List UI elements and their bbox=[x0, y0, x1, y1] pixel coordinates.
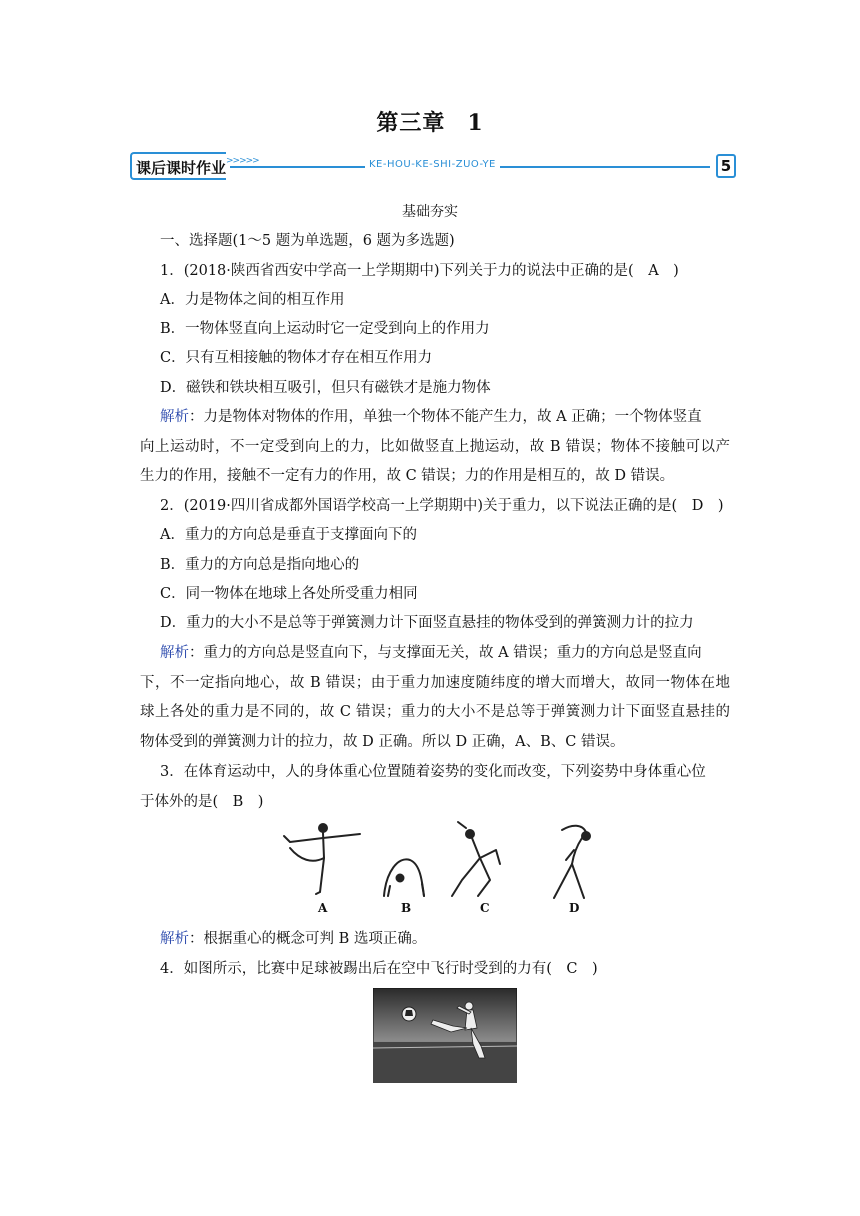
q1-analysis-line-3: 生力的作用，接触不一定有力的作用，故 C 错误；力的作用是相互的，故 D 错误。 bbox=[140, 468, 675, 484]
q2-option-a: A．重力的方向总是垂直于支撑面向下的 bbox=[160, 527, 417, 543]
q2-option-b: B．重力的方向总是指向地心的 bbox=[160, 557, 360, 573]
analysis-label: 解析 bbox=[160, 409, 189, 425]
q1-option-d: D．磁铁和铁块相互吸引，但只有磁铁才是施力物体 bbox=[160, 380, 491, 396]
figure-label-a: A bbox=[318, 901, 328, 915]
posture-figure bbox=[282, 820, 602, 920]
posture-d bbox=[554, 826, 590, 898]
q4-stem: 4．如图所示，比赛中足球被踢出后在空中飞行时受到的力有( C ) bbox=[160, 961, 598, 977]
part-title: 一、选择题(1～5 题为单选题，6 题为多选题) bbox=[160, 233, 455, 249]
q3-analysis: 解析：根据重心的概念可判 B 选项正确。 bbox=[160, 931, 427, 947]
figure-label-b: B bbox=[401, 901, 412, 915]
q2-analysis-line-3: 球上各处的重力是不同的，故 C 错误；重力的大小不是总等于弹簧测力计下面竖直悬挂的 bbox=[140, 704, 730, 720]
q3-stem-line-1: 3．在体育运动中，人的身体重心位置随着姿势的变化而改变，下列姿势中身体重心位 bbox=[160, 764, 706, 780]
homework-banner bbox=[130, 150, 736, 184]
q1-stem: 1．(2018·陕西省西安中学高一上学期期中)下列关于力的说法中正确的是( A ) bbox=[160, 263, 679, 279]
analysis-label: 解析 bbox=[160, 645, 189, 661]
q1-option-a: A．力是物体之间的相互作用 bbox=[160, 292, 345, 308]
section-number: 1 bbox=[467, 110, 484, 136]
banner-pinyin: KE-HOU-KE-SHI-ZUO-YE bbox=[365, 159, 500, 170]
analysis-label: 解析 bbox=[160, 931, 189, 947]
q2-option-c: C．同一物体在地球上各处所受重力相同 bbox=[160, 586, 418, 602]
banner-number: 5 bbox=[716, 154, 736, 178]
q2-analysis-line-2: 下，不一定指向地心，故 B 错误；由于重力加速度随纬度的增大而增大，故同一物体在地 bbox=[140, 675, 730, 691]
posture-b bbox=[384, 859, 424, 896]
figure-label-d: D bbox=[569, 901, 580, 915]
q1-analysis-line-2: 向上运动时，不一定受到向上的力，比如做竖直上抛运动，故 B 错误；物体不接触可以产 bbox=[140, 439, 730, 455]
q3-stem-line-2: 于体外的是( B ) bbox=[140, 794, 264, 810]
q2-option-d: D．重力的大小不是总等于弹簧测力计下面竖直悬挂的物体受到的弹簧测力计的拉力 bbox=[160, 615, 694, 631]
figure-label-c: C bbox=[480, 901, 490, 915]
q2-stem: 2．(2019·四川省成都外国语学校高一上学期期中)关于重力，以下说法正确的是( D ) bbox=[160, 498, 724, 514]
q2-analysis-line-1: 解析：重力的方向总是竖直向下，与支撑面无关，故 A 错误；重力的方向总是竖直向 bbox=[160, 645, 702, 661]
football-photo bbox=[373, 988, 517, 1083]
q1-option-c: C．只有互相接触的物体才存在相互作用力 bbox=[160, 350, 433, 366]
page-title bbox=[0, 106, 860, 137]
banner-label: 课后课时作业 bbox=[130, 152, 226, 180]
chapter-title: 第三章 bbox=[376, 110, 446, 136]
q1-analysis-line-1: 解析：力是物体对物体的作用，单独一个物体不能产生力，故 A 正确；一个物体竖直 bbox=[160, 409, 702, 425]
banner-arrows: >>>>> bbox=[226, 156, 259, 166]
q1-option-b: B．一物体竖直向上运动时它一定受到向上的作用力 bbox=[160, 321, 490, 337]
posture-a bbox=[284, 824, 360, 894]
section-heading: 基础夯实 bbox=[402, 204, 458, 220]
q2-analysis-line-4: 物体受到的弹簧测力计的拉力，故 D 正确。所以 D 正确，A、B、C 错误。 bbox=[140, 734, 625, 750]
posture-c bbox=[452, 822, 500, 896]
